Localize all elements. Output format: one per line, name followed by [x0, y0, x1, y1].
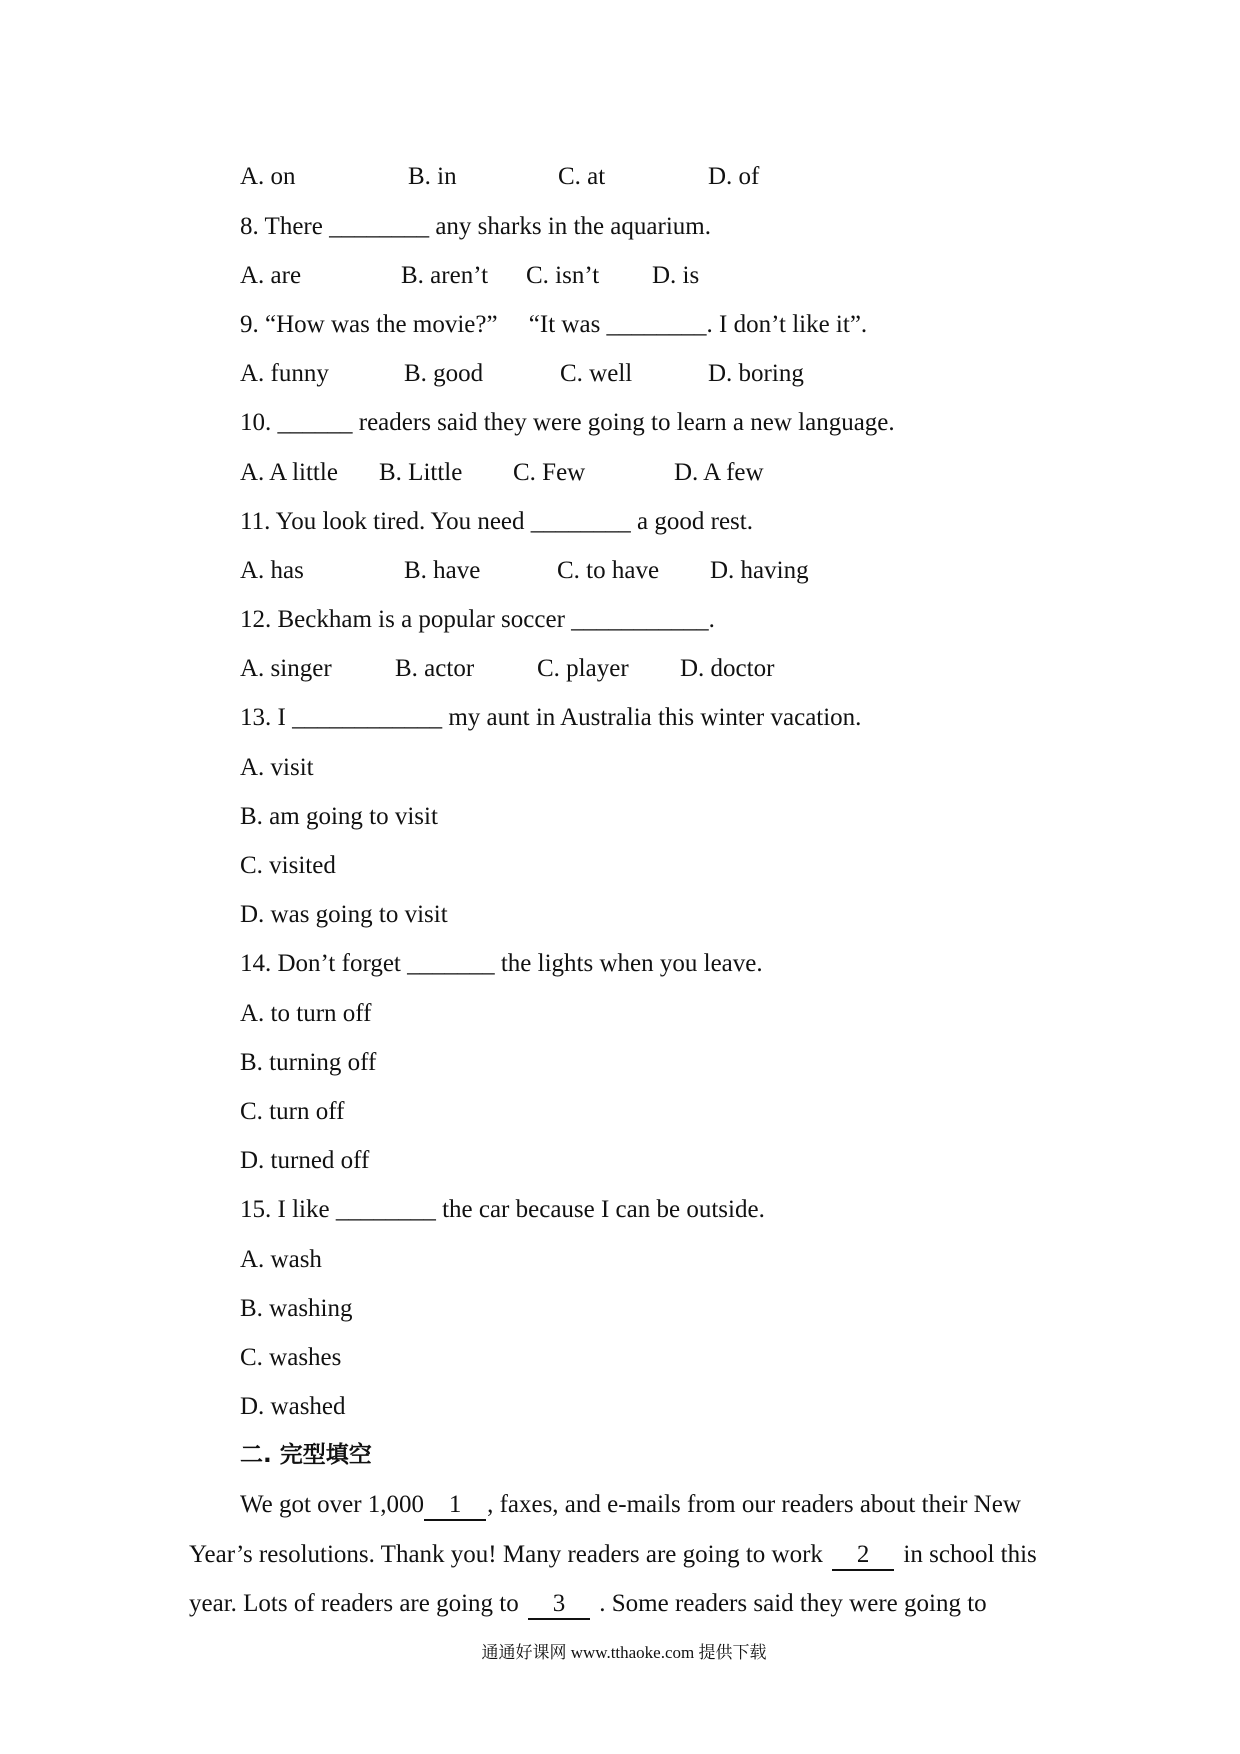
cloze-line: [189, 1579, 1089, 1628]
option-a: A. to turn off: [240, 999, 372, 1027]
option-d: D. of: [708, 163, 760, 191]
q7-options: [189, 152, 1089, 201]
option-c: C. visited: [240, 852, 336, 880]
option-b: B. aren’t: [401, 261, 489, 289]
question-stem: 8. There ________ any sharks in the aquarium.: [240, 212, 711, 240]
option-c: C. turn off: [240, 1097, 345, 1125]
option-b: B. am going to visit: [240, 802, 438, 830]
cloze-blank: 3: [528, 1590, 590, 1620]
option-d: D. boring: [708, 360, 804, 388]
q9-options: [189, 349, 1089, 398]
option-c: C. Few: [513, 458, 586, 486]
option-d: D. doctor: [680, 655, 775, 683]
cloze-blank: 2: [832, 1541, 894, 1571]
page-footer: 通通好课网 www.tthaoke.com 提供下载: [481, 1643, 767, 1662]
worksheet-body: [189, 152, 1089, 1628]
option-d: D. washed: [240, 1393, 346, 1421]
option-c: C. washes: [240, 1343, 342, 1371]
option-c: C. isn’t: [526, 261, 600, 289]
question-stem: 10. ______ readers said they were going to learn a new language.: [240, 409, 895, 437]
question-stem: 9. “How was the movie?” “It was ________. I don’t like it”.: [240, 310, 868, 338]
option-a: A. are: [240, 261, 302, 289]
question-stem: 14. Don’t forget _______ the lights when you leave.: [240, 950, 763, 978]
option-b: B. in: [408, 163, 457, 191]
cloze-blank: 1: [424, 1491, 486, 1521]
option-c: C. player: [537, 655, 629, 683]
cloze-text: in school this: [897, 1540, 1037, 1568]
option-a: A. wash: [240, 1245, 322, 1273]
option-b: B. actor: [395, 655, 475, 683]
option-a: A. singer: [240, 655, 332, 683]
question-stem: 12. Beckham is a popular soccer ___________.: [240, 606, 715, 634]
question-stem: 13. I ____________ my aunt in Australia this winter vacation.: [240, 704, 862, 732]
option-d: D. having: [710, 556, 809, 584]
option-a: A. on: [240, 163, 296, 191]
option-a: A. A little: [240, 458, 338, 486]
q10-options: [189, 448, 1089, 497]
cloze-text: year. Lots of readers are going to: [189, 1589, 525, 1617]
option-c: C. at: [558, 163, 606, 191]
option-a: A. funny: [240, 360, 329, 388]
option-b: B. washing: [240, 1294, 353, 1322]
cloze-line: [189, 1480, 1089, 1529]
option-b: B. good: [404, 360, 484, 388]
question-stem: 11. You look tired. You need ________ a good rest.: [240, 507, 753, 535]
option-b: B. Little: [379, 458, 463, 486]
q11-options: [189, 546, 1089, 595]
option-d: D. turned off: [240, 1147, 370, 1175]
q12-options: [189, 644, 1089, 693]
option-a: A. visit: [240, 753, 314, 781]
cloze-line: [189, 1530, 1089, 1579]
question-stem: 15. I like ________ the car because I can be outside.: [240, 1196, 765, 1224]
option-d: D. A few: [674, 458, 764, 486]
q8-options: [189, 251, 1089, 300]
cloze-text: . Some readers said they were going to: [593, 1589, 987, 1617]
option-c: C. to have: [557, 556, 660, 584]
option-c: C. well: [560, 360, 633, 388]
option-d: D. is: [652, 261, 700, 289]
cloze-text: Year’s resolutions. Thank you! Many readers are going to work: [189, 1540, 830, 1568]
option-d: D. was going to visit: [240, 901, 448, 929]
option-a: A. has: [240, 556, 304, 584]
cloze-text: , faxes, and e-mails from our readers about their New: [487, 1491, 1021, 1519]
option-b: B. have: [404, 556, 481, 584]
option-b: B. turning off: [240, 1048, 377, 1076]
section-heading: 二. 完型填空: [240, 1442, 372, 1469]
cloze-text: We got over 1,000: [240, 1491, 425, 1519]
